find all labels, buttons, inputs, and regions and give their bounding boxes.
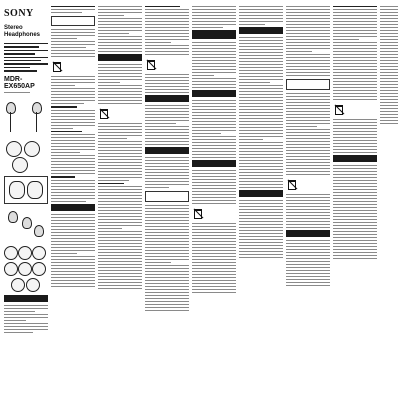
text-column-2 [51,6,95,394]
text-column-9 [380,6,398,394]
ear-figure [4,139,48,173]
weee-crossed-bin-icon [286,178,298,191]
attach-figure [4,207,48,241]
product-title-line2: Headphones [4,32,41,38]
cover-column [4,6,48,394]
model-number: MDR-EX650AP [4,75,35,90]
weee-crossed-bin-icon [145,58,157,71]
earphone-figure [4,96,48,136]
text-column-6 [239,6,283,394]
text-column-8 [333,6,377,394]
weee-crossed-bin-icon [51,60,63,73]
weee-crossed-bin-icon [192,207,204,220]
product-title-line1: Stereo [4,25,23,31]
text-column-4 [145,6,189,394]
tips-figure [4,244,48,292]
weee-crossed-bin-icon [98,107,110,120]
brand-logo: SONY [4,8,34,19]
text-column-3 [98,6,142,394]
text-column-5 [192,6,236,394]
text-column-7 [286,6,330,394]
earbud-size-figure [4,176,48,204]
weee-crossed-bin-icon [333,103,345,116]
